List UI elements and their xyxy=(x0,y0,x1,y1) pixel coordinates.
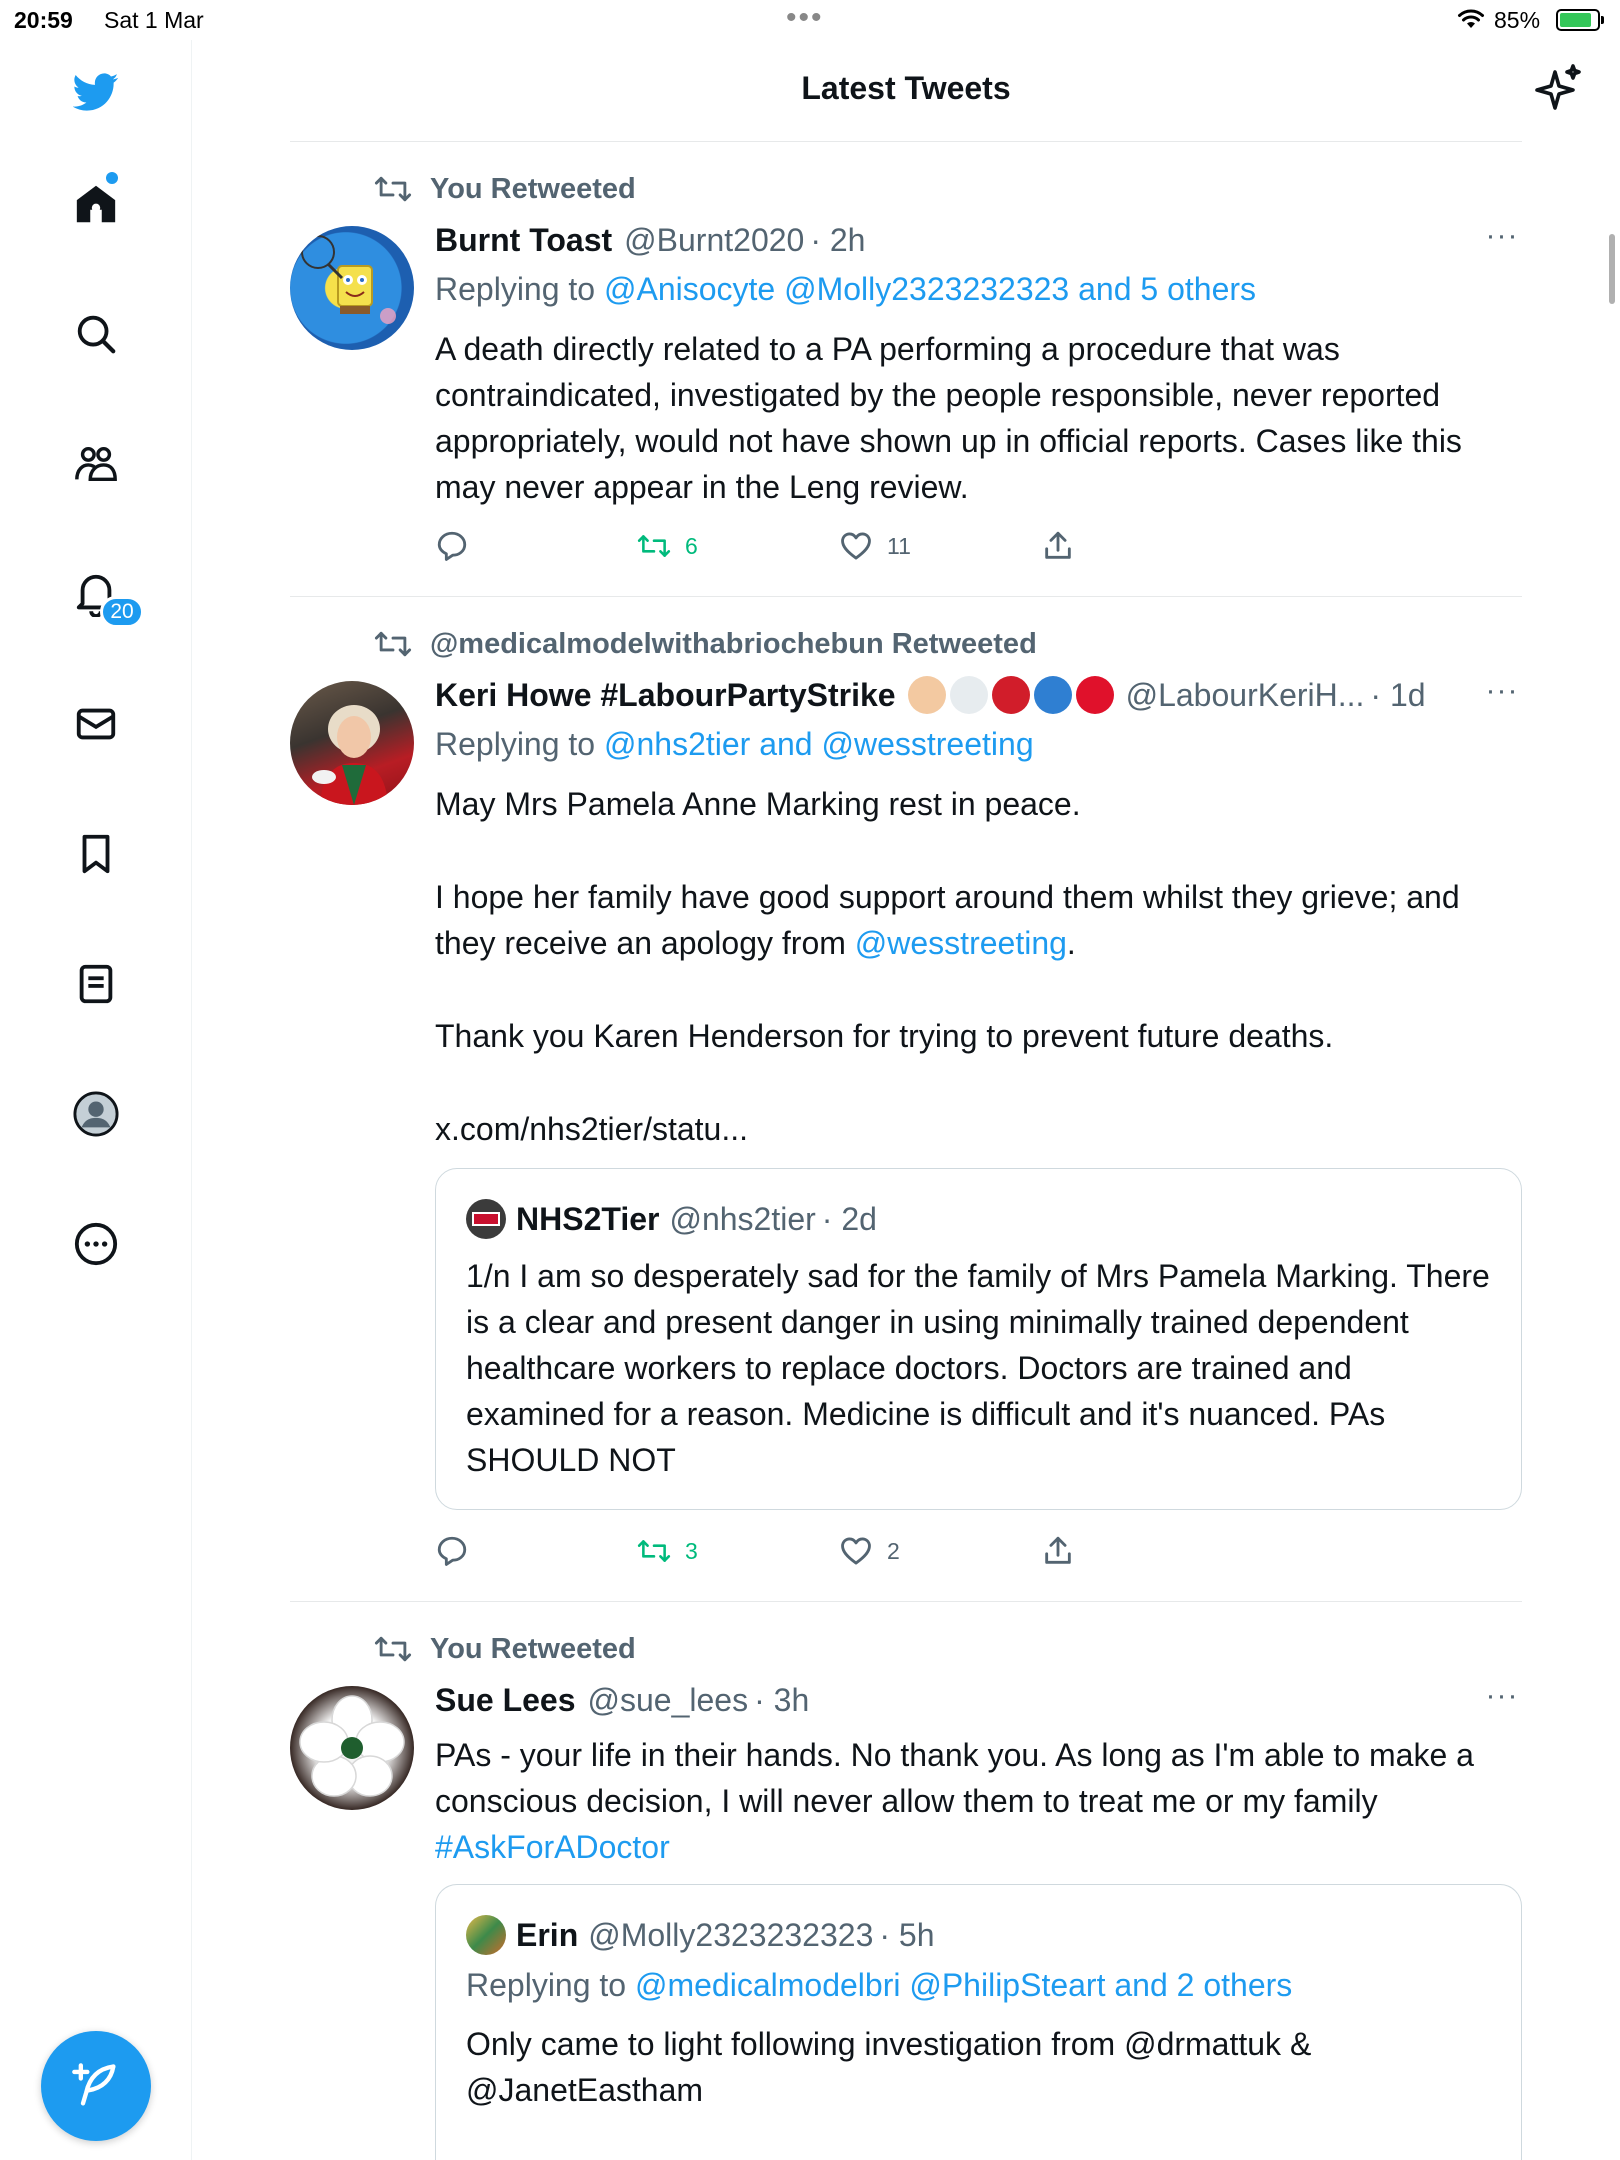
tweet-text-line-2 xyxy=(435,874,1522,966)
quoted-author-handle[interactable]: @Molly2323232323 xyxy=(588,1916,874,1953)
tweet-time[interactable]: · 1d xyxy=(1370,676,1426,713)
author-handle[interactable]: @LabourKeriH... xyxy=(1125,676,1365,713)
share-icon xyxy=(1041,529,1075,563)
bookmarks-icon[interactable] xyxy=(70,828,122,880)
messages-icon[interactable] xyxy=(70,698,122,750)
scrollbar[interactable] xyxy=(1609,234,1615,304)
reply-icon xyxy=(435,529,469,563)
like-count: 11 xyxy=(887,532,911,559)
erin-avatar-icon[interactable] xyxy=(466,1915,506,1955)
feather-plus-icon xyxy=(70,2060,122,2112)
replying-to-prefix: Replying to xyxy=(435,726,604,762)
quoted-tweet[interactable] xyxy=(435,1884,1522,2160)
timeline-header xyxy=(290,40,1522,142)
share-icon xyxy=(1041,1534,1075,1568)
notifications-badge: 20 xyxy=(100,596,144,628)
status-time: 20:59 xyxy=(14,7,73,33)
share-button[interactable] xyxy=(1041,526,1089,566)
name-emoji xyxy=(908,676,1114,714)
tweet-header xyxy=(435,1680,1522,1720)
tweet[interactable] xyxy=(290,142,1522,597)
quoted-author-name[interactable]: NHS2Tier xyxy=(516,1200,660,1237)
like-count: 2 xyxy=(887,1537,900,1564)
quoted-replying-links[interactable]: @medicalmodelbri @PhilipSteart and 2 others xyxy=(634,1967,1293,2003)
quoted-author-name[interactable]: Erin xyxy=(516,1916,579,1953)
battery-percent: 85% xyxy=(1494,7,1541,33)
retweet-count: 3 xyxy=(685,1537,698,1564)
quoted-author-handle[interactable]: @nhs2tier xyxy=(669,1200,816,1237)
replying-to-links[interactable]: @Anisocyte @Molly2323232323 and 5 others xyxy=(603,271,1257,307)
quoted-tweet-header xyxy=(466,1915,935,1955)
retweet-icon xyxy=(637,1534,671,1568)
quoted-tweet-header xyxy=(466,1199,877,1239)
retweet-button[interactable] xyxy=(637,1531,698,1571)
heart-icon xyxy=(839,529,873,563)
tweet-text-line-2-end: . xyxy=(1066,925,1076,961)
reply-button[interactable] xyxy=(435,526,483,566)
retweet-context xyxy=(374,1631,636,1667)
like-button[interactable] xyxy=(839,526,911,566)
author-name[interactable]: Burnt Toast xyxy=(435,221,613,258)
tweet-time[interactable]: · 3h xyxy=(754,1681,810,1718)
home-unread-dot xyxy=(106,172,118,184)
tweet-actions xyxy=(435,526,1115,566)
share-button[interactable] xyxy=(1041,1531,1089,1571)
tweet-header xyxy=(435,675,1522,715)
avatar[interactable] xyxy=(290,681,414,805)
replying-to-prefix: Replying to xyxy=(435,271,604,307)
author-handle[interactable]: @Burnt2020 xyxy=(624,221,805,258)
tweet-text: A death directly related to a PA performing a procedure that was contraindicated, investigated by the people responsible, never reported appropriately, would not have shown up in official reports. Cases like this may never appear in the Leng review. xyxy=(435,331,1462,505)
tweet-text xyxy=(435,1732,1522,1870)
more-options-icon[interactable]: ··· xyxy=(1485,219,1519,252)
quoted-tweet-time: · 5h xyxy=(879,1916,935,1953)
author-name[interactable]: Sue Lees xyxy=(435,1681,576,1718)
avatar[interactable] xyxy=(290,1686,414,1810)
globe-icon xyxy=(1034,676,1072,714)
quoted-tweet-text: 1/n I am so desperately sad for the family of Mrs Pamela Marking. There is a clear and present danger in using minimally trained dependent healthcare workers to replace doctors. Doctors are trained and examined for a reason. Medicine is difficult and it's nuanced. PAs SHOULD NOT xyxy=(466,1258,1490,1478)
status-date: Sat 1 Mar xyxy=(104,7,204,33)
more-icon[interactable] xyxy=(70,1218,122,1270)
reply-icon xyxy=(435,1534,469,1568)
retweet-context xyxy=(374,626,1037,662)
dove-icon xyxy=(950,676,988,714)
white-poppy-avatar-icon xyxy=(290,1686,414,1810)
retweet-context-label: You Retweeted xyxy=(430,1632,636,1665)
retweet-button[interactable] xyxy=(637,526,698,566)
battery-icon xyxy=(1556,9,1600,31)
tweet[interactable] xyxy=(290,597,1522,1602)
quoted-tweet-text: Only came to light following investigation from @drmattuk & @JanetEastham xyxy=(466,2026,1312,2108)
replying-to xyxy=(435,726,1034,763)
retweet-icon xyxy=(637,529,671,563)
quoted-tweet[interactable] xyxy=(435,1168,1522,1510)
replying-to-links[interactable]: @nhs2tier and @wesstreeting xyxy=(603,726,1034,762)
tweet-text-line-3: Thank you Karen Henderson for trying to prevent future deaths. xyxy=(435,1018,1334,1054)
avatar[interactable] xyxy=(290,226,414,350)
flexed-biceps-icon xyxy=(908,676,946,714)
rose-icon xyxy=(992,676,1030,714)
author-handle[interactable]: @sue_lees xyxy=(587,1681,749,1718)
heart-icon xyxy=(839,1534,873,1568)
page-title: Latest Tweets xyxy=(801,70,1011,106)
retweet-context-label: You Retweeted xyxy=(430,172,636,205)
tweet-actions xyxy=(435,1531,1115,1571)
tweet-url[interactable]: x.com/nhs2tier/statu... xyxy=(435,1111,749,1147)
communities-icon[interactable] xyxy=(70,438,122,490)
lists-icon[interactable] xyxy=(70,958,122,1010)
retweet-context-label: @medicalmodelwithabriochebun Retweeted xyxy=(430,627,1037,660)
nhs2tier-avatar-icon[interactable] xyxy=(466,1199,506,1239)
reply-button[interactable] xyxy=(435,1531,483,1571)
more-options-icon[interactable]: ··· xyxy=(1485,1679,1519,1712)
replying-to xyxy=(435,271,1256,308)
twitter-logo-icon[interactable] xyxy=(70,66,122,118)
hashtag-link[interactable]: #AskForADoctor xyxy=(435,1829,670,1865)
quoted-replying-to xyxy=(466,1967,1292,2004)
retweet-count: 6 xyxy=(685,532,698,559)
mention-link[interactable]: @wesstreeting xyxy=(854,925,1067,961)
sparkle-icon[interactable] xyxy=(1535,64,1583,112)
more-options-icon[interactable]: ··· xyxy=(1485,674,1519,707)
retweet-icon xyxy=(374,629,412,659)
retweet-icon xyxy=(374,174,412,204)
compose-tweet-button[interactable] xyxy=(41,2031,151,2141)
tweet[interactable] xyxy=(290,1602,1522,2160)
sidebar xyxy=(0,40,192,2160)
retweet-icon xyxy=(374,1634,412,1664)
person-avatar-icon xyxy=(290,681,414,805)
like-button[interactable] xyxy=(839,1531,900,1571)
multitasking-dots-icon[interactable]: ••• xyxy=(786,1,824,34)
status-bar xyxy=(0,0,1620,40)
heart-icon xyxy=(1076,676,1114,714)
tweet-header xyxy=(435,220,1522,260)
tweet-time[interactable]: · 2h xyxy=(810,221,866,258)
quoted-tweet-time: · 2d xyxy=(821,1200,877,1237)
home-icon[interactable] xyxy=(70,178,122,230)
tweet-text-line-1: May Mrs Pamela Anne Marking rest in peace. xyxy=(435,786,1081,822)
quoted-replying-prefix: Replying to xyxy=(466,1967,635,2003)
spongebob-avatar-icon xyxy=(290,226,414,350)
search-icon[interactable] xyxy=(70,308,122,360)
profile-icon[interactable] xyxy=(70,1088,122,1140)
tweet-text-content: PAs - your life in their hands. No thank you. As long as I'm able to make a conscious decision, I will never allow them to treat me or my family xyxy=(435,1737,1474,1819)
tweet-text-line-2-text: I hope her family have good support around them whilst they grieve; and they receive an apology from xyxy=(435,879,1460,961)
wifi-icon xyxy=(1457,8,1485,30)
author-name[interactable]: Keri Howe #LabourPartyStrike xyxy=(435,676,896,713)
retweet-context xyxy=(374,171,636,207)
